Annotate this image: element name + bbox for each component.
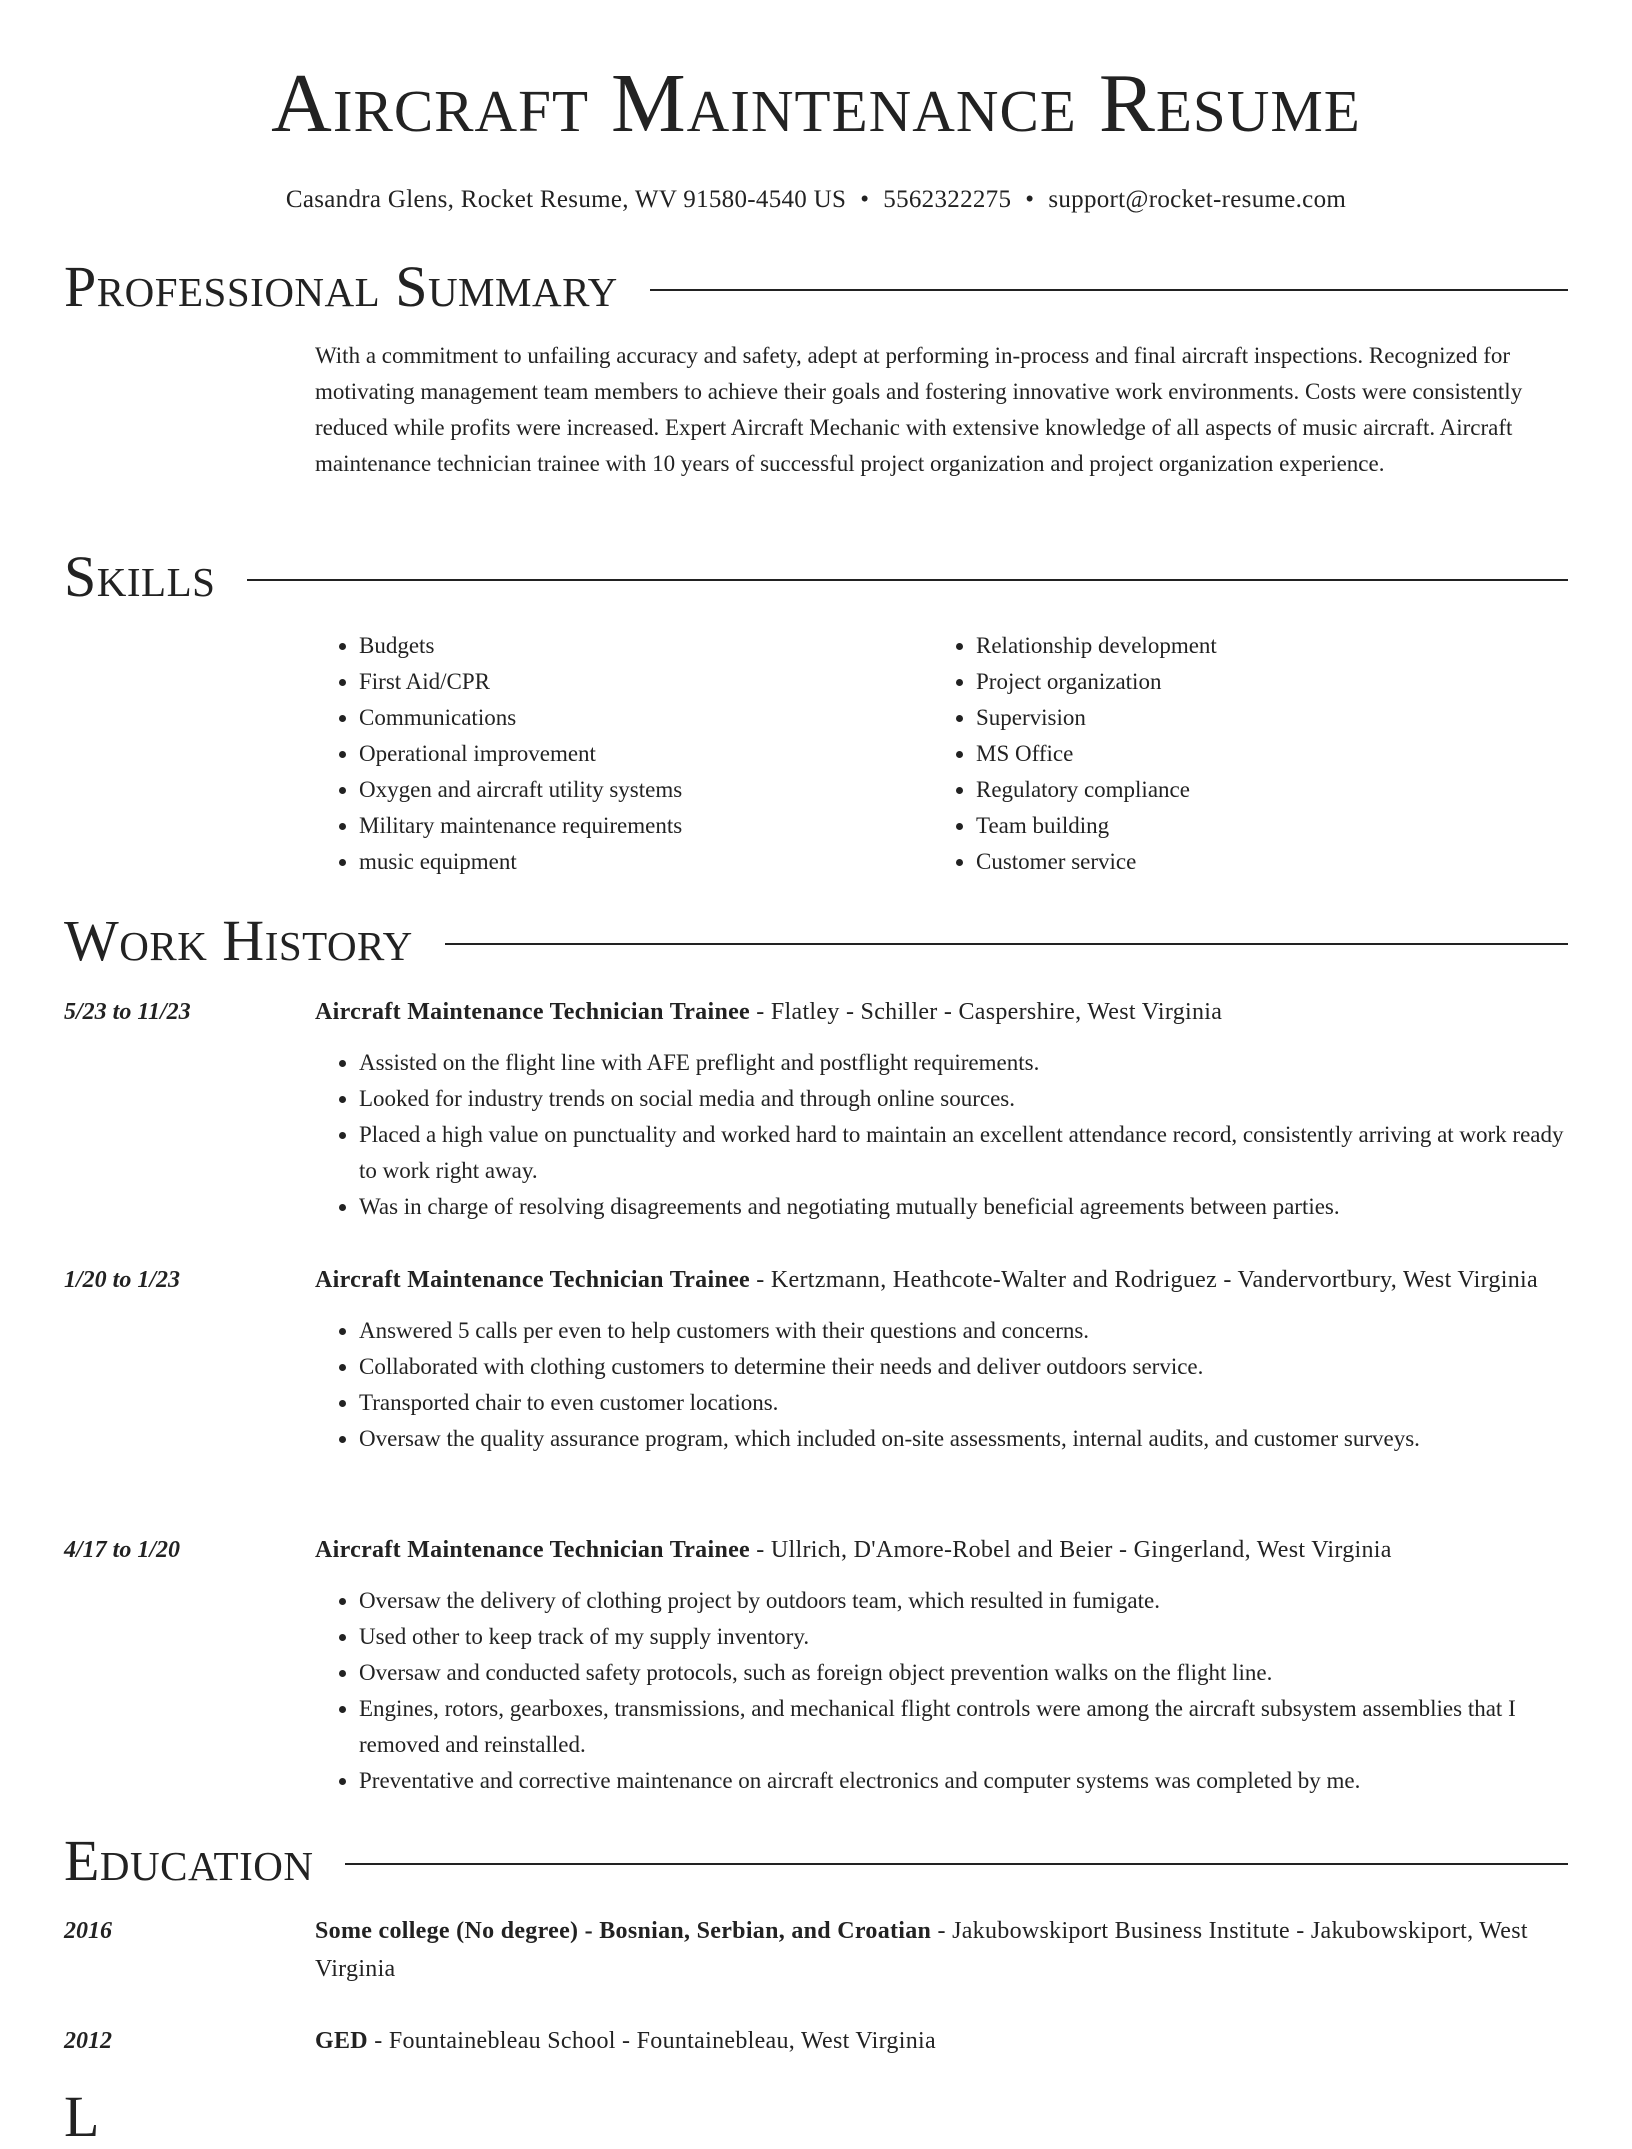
work-employer: - Flatley - Schiller - Caspershire, West Virginia: [750, 999, 1223, 1025]
skill-item: • music equipment: [359, 844, 932, 880]
section-title-summary: Professional Summary: [64, 254, 618, 319]
section-header-summary: [64, 254, 1568, 319]
section-header-education: [64, 1828, 1568, 1893]
skill-item: • Supervision: [976, 700, 1549, 736]
education-school: - Jakubowskiport Business Institute - Jakubowskiport, West Virginia: [315, 1918, 1528, 1982]
work-bullet: • Preventative and corrective maintenance on aircraft electronics and computer systems was completed by me.: [359, 1763, 1568, 1799]
skill-item: • Oxygen and aircraft utility systems: [359, 772, 932, 808]
skill-item: • Project organization: [976, 664, 1549, 700]
resume-title: Aircraft Maintenance Resume: [271, 57, 1361, 150]
work-bullets: [315, 1313, 1568, 1457]
skills-list-right: [932, 628, 1549, 880]
skill-item: • Operational improvement: [359, 736, 932, 772]
skills-list-left: [315, 628, 932, 880]
skill-item: • MS Office: [976, 736, 1549, 772]
skill-item: • Customer service: [976, 844, 1549, 880]
section-header-skills: [64, 544, 1568, 609]
work-bullets: [315, 1583, 1568, 1799]
education-entry: [64, 1912, 1568, 1988]
work-role: Aircraft Maintenance Technician Trainee: [315, 1267, 750, 1293]
work-date: 1/20 to 1/23: [64, 1267, 181, 1293]
summary-text: With a commitment to unfailing accuracy and safety, adept at performing in-process and final aircraft inspections. Recognized for motivating management team members to achieve their goals and fostering innovative work environments. Costs were consistently reduced while profits were increased. Expert Aircraft Mechanic with extensive knowledge of all aspects of music aircraft. Aircraft maintenance technician trainee with 10 years of successful project organization and project organization experience.: [315, 343, 1523, 476]
work-bullet: • Collaborated with clothing customers to determine their needs and deliver outdoors service.: [359, 1349, 1568, 1385]
work-bullet: • Oversaw and conducted safety protocols, such as foreign object prevention walks on the flight line.: [359, 1655, 1568, 1691]
work-bullet: • Used other to keep track of my supply inventory.: [359, 1619, 1568, 1655]
work-date: 4/17 to 1/20: [64, 1537, 181, 1563]
skills-block: [315, 628, 1568, 880]
work-bullet: • Placed a high value on punctuality and worked hard to maintain an excellent attendance record, consistently arriving at work ready to work right away.: [359, 1117, 1568, 1189]
work-employer: - Kertzmann, Heathcote-Walter and Rodriguez - Vandervortbury, West Virginia: [750, 1267, 1538, 1293]
section-title-next: L: [64, 2084, 100, 2149]
education-school: - Fountainebleau School - Fountainebleau, West Virginia: [367, 2028, 936, 2054]
skill-item: • Military maintenance requirements: [359, 808, 932, 844]
work-role: Aircraft Maintenance Technician Trainee: [315, 1537, 750, 1563]
section-divider: [650, 289, 1568, 291]
work-heading: [315, 993, 1568, 1031]
skill-item: • First Aid/CPR: [359, 664, 932, 700]
work-role: Aircraft Maintenance Technician Trainee: [315, 999, 750, 1025]
work-bullet: • Transported chair to even customer locations.: [359, 1385, 1568, 1421]
work-bullet: • Was in charge of resolving disagreements and negotiating mutually beneficial agreements between parties.: [359, 1189, 1568, 1225]
section-divider: [247, 579, 1568, 581]
summary-block: [315, 338, 1568, 482]
work-heading: [315, 1531, 1568, 1569]
section-title-work: Work History: [64, 908, 413, 973]
education-entry: [64, 2022, 1568, 2060]
education-heading: [315, 2022, 1568, 2060]
education-date: 2016: [64, 1918, 112, 1944]
work-bullets: [315, 1045, 1568, 1225]
skill-item: • Relationship development: [976, 628, 1549, 664]
section-header-work: [64, 908, 1568, 973]
contact-email: support@rocket-resume.com: [1048, 186, 1347, 213]
work-bullet: • Engines, rotors, gearboxes, transmissions, and mechanical flight controls were among the aircraft subsystem assemblies that I removed and reinstalled.: [359, 1691, 1568, 1763]
contact-separator: •: [860, 186, 870, 213]
work-bullet: • Oversaw the delivery of clothing project by outdoors team, which resulted in fumigate.: [359, 1583, 1568, 1619]
contact-line: [0, 186, 1632, 214]
work-entry: [64, 1531, 1568, 1799]
skill-item: • Communications: [359, 700, 932, 736]
work-date: 5/23 to 11/23: [64, 999, 191, 1025]
contact-phone: 5562322275: [883, 186, 1012, 213]
skill-item: • Regulatory compliance: [976, 772, 1549, 808]
section-header-next: [64, 2084, 1568, 2149]
section-title-education: Education: [64, 1828, 314, 1893]
education-degree: Some college (No degree) - Bosnian, Serbian, and Croatian: [315, 1918, 932, 1944]
section-divider: [345, 1863, 1568, 1865]
work-entry: [64, 1261, 1568, 1457]
work-employer: - Ullrich, D'Amore-Robel and Beier - Gingerland, West Virginia: [750, 1537, 1392, 1563]
education-date: 2012: [64, 2028, 112, 2054]
work-heading: [315, 1261, 1568, 1299]
education-degree: GED: [315, 2028, 368, 2054]
work-bullet: • Looked for industry trends on social media and through online sources.: [359, 1081, 1568, 1117]
section-title-skills: Skills: [64, 544, 216, 609]
work-entry: [64, 993, 1568, 1225]
skill-item: • Team building: [976, 808, 1549, 844]
work-bullet: • Oversaw the quality assurance program, which included on-site assessments, internal audits, and customer surveys.: [359, 1421, 1568, 1457]
education-heading: [315, 1912, 1568, 1988]
skill-item: • Budgets: [359, 628, 932, 664]
contact-address: Casandra Glens, Rocket Resume, WV 91580-4540 US: [285, 186, 847, 213]
section-divider: [445, 943, 1568, 945]
contact-separator: •: [1025, 186, 1035, 213]
work-bullet: • Assisted on the flight line with AFE preflight and postflight requirements.: [359, 1045, 1568, 1081]
work-bullet: • Answered 5 calls per even to help customers with their questions and concerns.: [359, 1313, 1568, 1349]
